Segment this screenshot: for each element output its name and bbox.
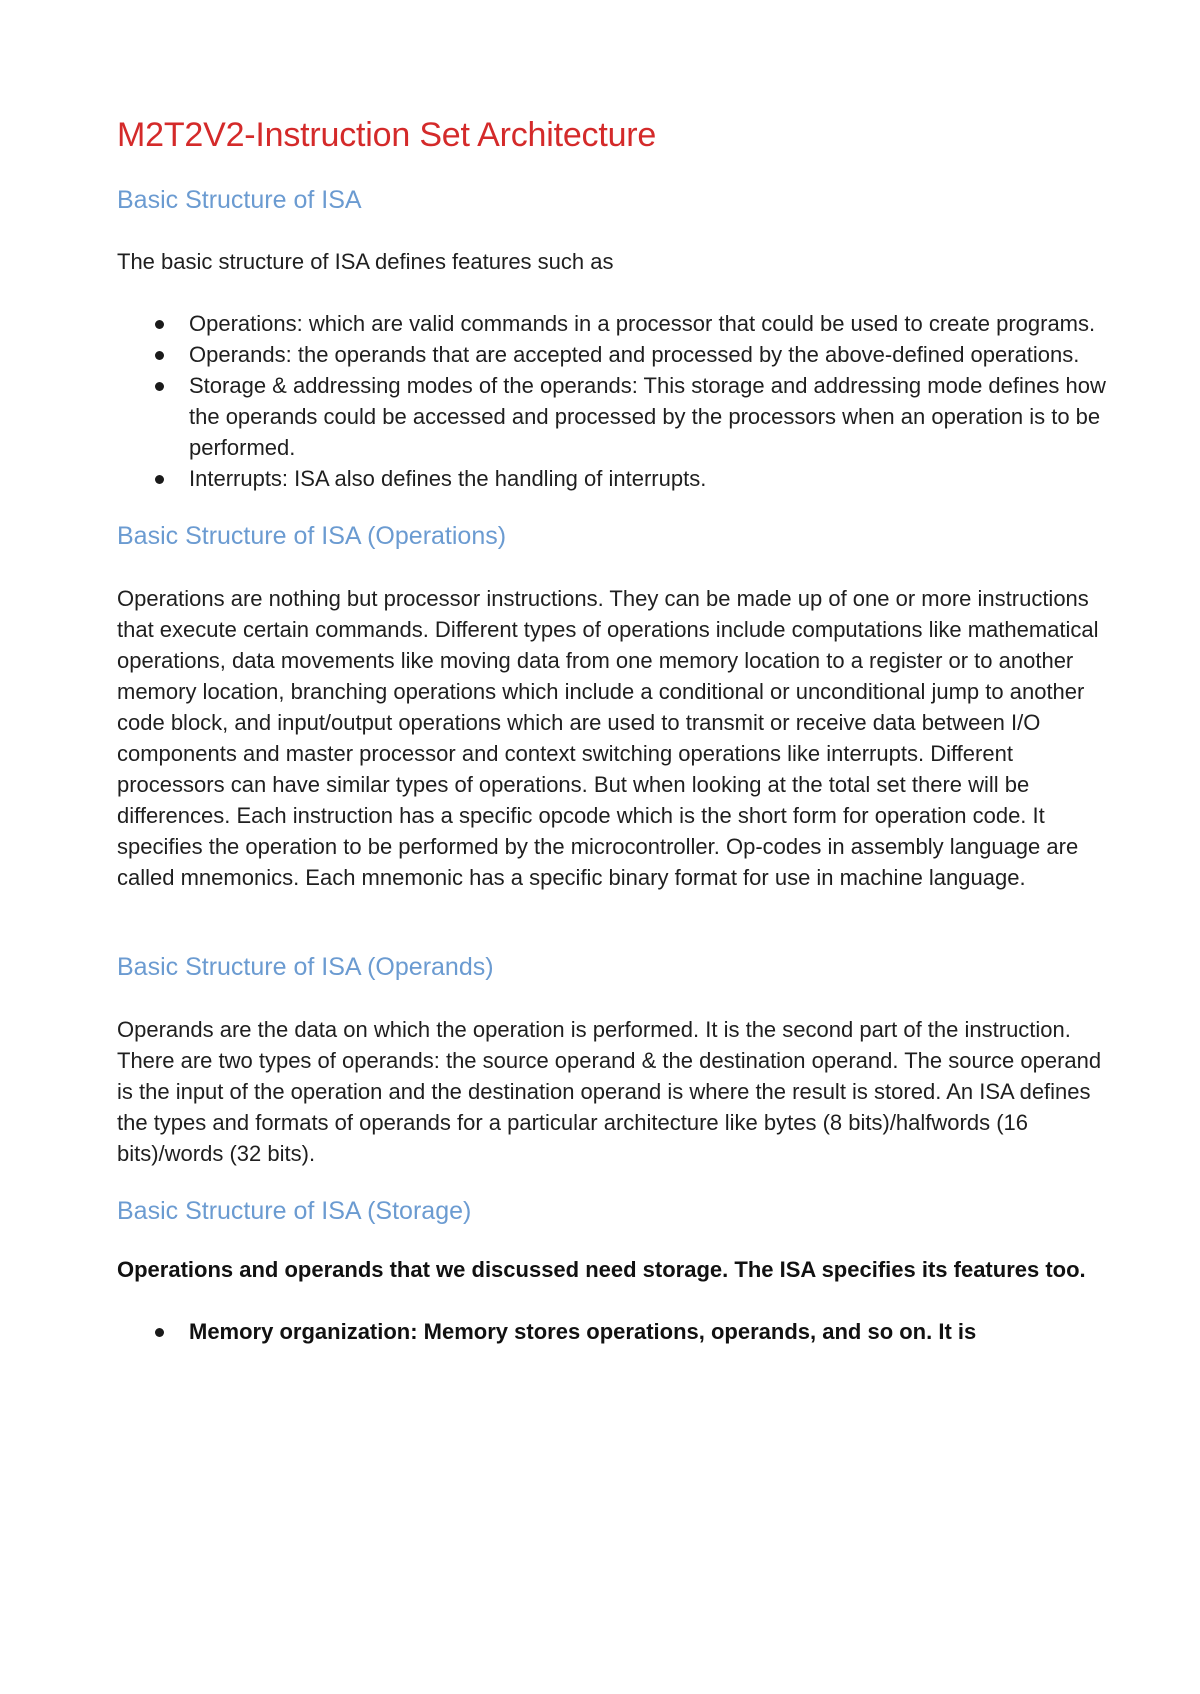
list-item: Operands: the operands that are accepted and processed by the above-defined operations. [117,339,1110,370]
section-heading-storage: Basic Structure of ISA (Storage) [117,1197,472,1225]
section-heading-basic-structure: Basic Structure of ISA [117,186,362,214]
operations-paragraph: Operations are nothing but processor instructions. They can be made up of one or more instructions that execute certain commands. Different types of operations include computations like mathematical operations, data movements like moving data from one memory location to a register or to another memory location, branching operations which include a conditional or unconditional jump to another code block, and input/output operations which are used to transmit or receive data between I/O components and master processor and context switching operations like interrupts. Different processors can have similar types of operations. But when looking at the total set there will be differences. Each instruction has a specific opcode which is the short form for operation code. It specifies the operation to be performed by the microcontroller. Op-codes in assembly language are called mnemonics. Each mnemonic has a specific binary format for use in machine language. [117,586,1099,890]
storage-list [117,1316,1110,1347]
list-item: Storage & addressing modes of the operands: This storage and addressing mode defines how the operands could be accessed and processed by the processors when an operation is to be performed. [117,370,1110,463]
bullet-icon [155,351,164,360]
feature-list [117,308,1110,494]
list-item: Memory organization: Memory stores operations, operands, and so on. It is [117,1316,1110,1347]
section-heading-operations: Basic Structure of ISA (Operations) [117,522,507,550]
storage-paragraph: Operations and operands that we discussed need storage. The ISA specifies its features too. [117,1257,1086,1282]
operands-paragraph: Operands are the data on which the operation is performed. It is the second part of the instruction. There are two types of operands: the source operand & the destination operand. The source operand is the input of the operation and the destination operand is where the result is stored. An ISA defines the types and formats of operands for a particular architecture like bytes (8 bits)/halfwords (16 bits)/words (32 bits). [117,1017,1102,1166]
bullet-icon [155,1328,164,1337]
section-intro: The basic structure of ISA defines features such as [117,249,614,274]
list-item: Interrupts: ISA also defines the handling of interrupts. [117,463,1110,494]
section-heading-operands: Basic Structure of ISA (Operands) [117,953,494,981]
document-title: M2T2V2-Instruction Set Architecture [117,116,657,154]
bullet-icon [155,382,164,391]
bullet-icon [155,475,164,484]
list-item: Operations: which are valid commands in a processor that could be used to create programs. [117,308,1110,339]
bullet-icon [155,320,164,329]
